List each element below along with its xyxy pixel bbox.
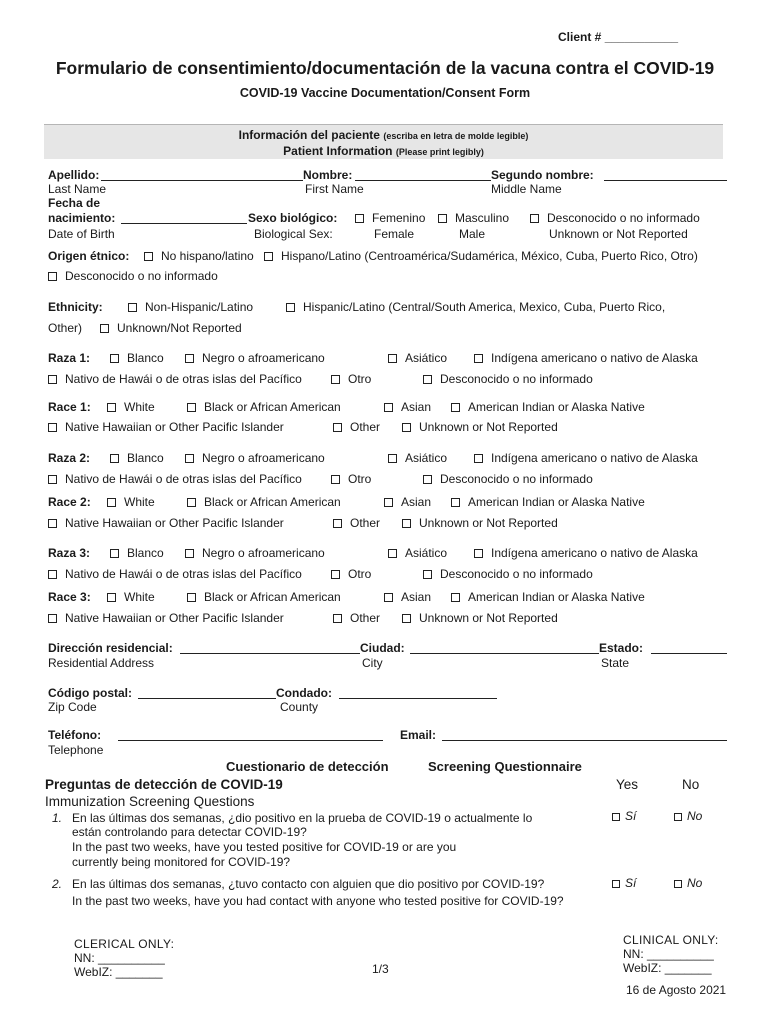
telephone-field[interactable] <box>118 740 383 741</box>
clerical-webiz: WebIZ: _______ <box>74 965 163 979</box>
first-name-field[interactable] <box>355 180 491 181</box>
race1-black[interactable]: Black or African American <box>187 401 341 413</box>
race3-hawaiian[interactable]: Native Hawaiian or Other Pacific Islander <box>48 612 284 624</box>
q1-en-line1: In the past two weeks, have you tested positive for COVID-19 or are you <box>72 840 457 854</box>
origen-opt3[interactable]: Desconocido o no informado <box>48 270 218 282</box>
raza3-desconocido[interactable]: Desconocido o no informado <box>423 568 593 580</box>
last-name-label: Last Name <box>48 182 107 196</box>
city-label: City <box>362 656 383 670</box>
masculino-checkbox[interactable] <box>438 214 447 223</box>
origen-opt1[interactable]: No hispano/latino <box>144 250 254 262</box>
q2-no-checkbox[interactable] <box>674 880 682 888</box>
origen-row <box>48 250 129 262</box>
codigo-postal-label: Código postal: <box>48 686 132 700</box>
race3-indian[interactable]: American Indian or Alaska Native <box>451 591 645 603</box>
estado-label: Estado: <box>599 641 644 655</box>
q2-no-option[interactable]: No <box>674 877 702 889</box>
unknown-sex-label: Unknown or Not Reported <box>549 227 688 241</box>
clinical-nn: NN: __________ <box>623 947 714 961</box>
no-column-header: No <box>682 777 700 792</box>
ethnicity-opt2[interactable]: Hispanic/Latino (Central/South America, Mexico, Cuba, Puerto Rico, <box>286 301 665 313</box>
race2-indian[interactable]: American Indian or Alaska Native <box>451 496 645 508</box>
q1-yes-option[interactable]: Sí <box>612 810 636 822</box>
raza2-label: Raza 2: <box>48 451 91 465</box>
fecha-label: Fecha de <box>48 196 101 210</box>
condado-label: Condado: <box>276 686 332 700</box>
nombre-label: Nombre: <box>303 168 353 182</box>
form-title: Formulario de consentimiento/documentación de la vacuna contra el COVID-19 <box>55 58 715 78</box>
immunization-heading: Immunization Screening Questions <box>45 794 255 809</box>
raza2-indigena[interactable]: Indígena americano o nativo de Alaska <box>474 452 698 464</box>
q1-no-checkbox[interactable] <box>674 813 682 821</box>
bio-sex-label: Biological Sex: <box>254 227 333 241</box>
telephone-label: Telephone <box>48 743 104 757</box>
raza3-hawai[interactable]: Nativo de Hawái o de otras islas del Pacífico <box>48 568 302 580</box>
raza1-indigena[interactable]: Indígena americano o nativo de Alaska <box>474 352 698 364</box>
last-name-field[interactable] <box>101 180 303 181</box>
non-hispanic-checkbox[interactable] <box>128 303 137 312</box>
clerical-only-label: CLERICAL ONLY: <box>74 937 175 951</box>
client-number-label: Client # ___________ <box>558 30 679 44</box>
ciudad-label: Ciudad: <box>360 641 405 655</box>
q2-en: In the past two weeks, have you had contact with anyone who tested positive for COVID-19? <box>72 894 564 908</box>
raza1-label: Raza 1: <box>48 351 91 365</box>
male-label: Male <box>459 227 486 241</box>
q1-yes-checkbox[interactable] <box>612 813 620 821</box>
race2-white[interactable]: White <box>107 496 155 508</box>
race1-label: Race 1: <box>48 400 91 414</box>
dob-field[interactable] <box>121 223 247 224</box>
middle-name-label: Middle Name <box>491 182 562 196</box>
raza2-blanco[interactable]: Blanco <box>110 452 164 464</box>
race1-other[interactable]: Other <box>333 421 380 433</box>
questionnaire-header-en: Screening Questionnaire <box>428 759 582 774</box>
ethnicity-opt1[interactable]: Non-Hispanic/Latino <box>128 301 253 313</box>
race2-hawaiian[interactable]: Native Hawaiian or Other Pacific Islander <box>48 517 284 529</box>
clinical-only-label: CLINICAL ONLY: <box>623 933 719 947</box>
first-name-label: First Name <box>305 182 364 196</box>
desconocido-sexo-checkbox[interactable] <box>530 214 539 223</box>
zip-code-label: Zip Code <box>48 700 97 714</box>
origen-label: Origen étnico: <box>48 249 130 263</box>
form-subtitle: COVID-19 Vaccine Documentation/Consent Form <box>239 86 531 100</box>
race3-black[interactable]: Black or African American <box>187 591 341 603</box>
nacimiento-label: nacimiento: <box>48 211 116 225</box>
race1-asian[interactable]: Asian <box>384 401 431 413</box>
raza2-asiatico[interactable]: Asiático <box>388 452 447 464</box>
race3-label: Race 3: <box>48 590 91 604</box>
masculino-option[interactable]: Masculino <box>438 212 509 224</box>
yes-column-header: Yes <box>616 777 639 792</box>
ethnicity-unknown-checkbox[interactable] <box>100 324 109 333</box>
direccion-label: Dirección residencial: <box>48 641 173 655</box>
female-label: Female <box>374 227 415 241</box>
patient-info-en: Patient Information (Please print legibly) <box>283 144 484 158</box>
race3-asian[interactable]: Asian <box>384 591 431 603</box>
race2-label: Race 2: <box>48 495 91 509</box>
raza3-indigena[interactable]: Indígena americano o nativo de Alaska <box>474 547 698 559</box>
raza1-desconocido[interactable]: Desconocido o no informado <box>423 373 593 385</box>
race1-white[interactable]: White <box>107 401 155 413</box>
county-field[interactable] <box>339 698 497 699</box>
zip-field[interactable] <box>138 698 276 699</box>
desconocido-sexo-option[interactable]: Desconocido o no informado <box>530 212 700 224</box>
race2-unknown[interactable]: Unknown or Not Reported <box>402 517 558 529</box>
raza1-hawai[interactable]: Nativo de Hawái o de otras islas del Pacífico <box>48 373 302 385</box>
race3-unknown[interactable]: Unknown or Not Reported <box>402 612 558 624</box>
raza3-negro[interactable]: Negro o afroamericano <box>185 547 325 559</box>
q1-es-line2: están controlando para detectar COVID-19? <box>72 825 307 839</box>
residential-address-label: Residential Address <box>48 656 155 670</box>
preguntas-heading: Preguntas de detección de COVID-19 <box>45 777 283 792</box>
femenino-option[interactable]: Femenino <box>355 212 425 224</box>
raza3-asiatico[interactable]: Asiático <box>388 547 447 559</box>
raza1-blanco[interactable]: Blanco <box>110 352 164 364</box>
raza3-blanco[interactable]: Blanco <box>110 547 164 559</box>
sexo-label: Sexo biológico: <box>248 211 338 225</box>
q2-number: 2. <box>52 877 63 891</box>
ethnicity-opt2-cont: Other) <box>48 321 83 335</box>
segundo-nombre-label: Segundo nombre: <box>491 168 594 182</box>
q1-en-line2: currently being monitored for COVID-19? <box>72 855 291 869</box>
q1-number: 1. <box>52 811 63 825</box>
hispano-checkbox[interactable] <box>264 252 273 261</box>
form-date: 16 de Agosto 2021 <box>626 983 727 997</box>
race2-other[interactable]: Other <box>333 517 380 529</box>
race1-unknown[interactable]: Unknown or Not Reported <box>402 421 558 433</box>
no-hispano-checkbox[interactable] <box>144 252 153 261</box>
q2-yes-checkbox[interactable] <box>612 880 620 888</box>
race3-white[interactable]: White <box>107 591 155 603</box>
hispanic-checkbox[interactable] <box>286 303 295 312</box>
q1-no-option[interactable]: No <box>674 810 702 822</box>
email-field[interactable] <box>442 740 727 741</box>
clinical-webiz: WebIZ: _______ <box>623 961 712 975</box>
origen-desconocido-checkbox[interactable] <box>48 272 57 281</box>
race2-asian[interactable]: Asian <box>384 496 431 508</box>
raza2-negro[interactable]: Negro o afroamericano <box>185 452 325 464</box>
q2-yes-option[interactable]: Sí <box>612 877 636 889</box>
q1-es-line1: En las últimas dos semanas, ¿dio positivo en la prueba de COVID-19 o actualmente lo <box>72 811 533 825</box>
raza2-otro[interactable]: Otro <box>331 473 371 485</box>
race3-other[interactable]: Other <box>333 612 380 624</box>
ethnicity-opt3[interactable]: Unknown/Not Reported <box>100 322 242 334</box>
city-field[interactable] <box>410 653 599 654</box>
ethnicity-label: Ethnicity: <box>48 300 103 314</box>
raza1-asiatico[interactable]: Asiático <box>388 352 447 364</box>
questionnaire-header-es: Cuestionario de detección <box>226 759 389 774</box>
middle-name-field[interactable] <box>604 180 727 181</box>
telefono-label: Teléfono: <box>48 728 102 742</box>
origen-opt2[interactable]: Hispano/Latino (Centroamérica/Sudamérica, México, Cuba, Puerto Rico, Otro) <box>264 250 698 262</box>
page-number: 1/3 <box>372 962 389 976</box>
raza2-desconocido[interactable]: Desconocido o no informado <box>423 473 593 485</box>
raza3-label: Raza 3: <box>48 546 91 560</box>
patient-info-es: Información del paciente (escriba en letra de molde legible) <box>238 128 529 142</box>
dob-label: Date of Birth <box>48 227 115 241</box>
race1-indian[interactable]: American Indian or Alaska Native <box>451 401 645 413</box>
q2-es: En las últimas dos semanas, ¿tuvo contacto con alguien que dio positivo por COVID-19? <box>72 877 545 891</box>
state-field[interactable] <box>651 653 727 654</box>
county-label: County <box>280 700 319 714</box>
race1-hawaiian[interactable]: Native Hawaiian or Other Pacific Islander <box>48 421 284 433</box>
raza2-hawai[interactable]: Nativo de Hawái o de otras islas del Pacífico <box>48 473 302 485</box>
clerical-nn: NN: __________ <box>74 951 165 965</box>
email-label: Email: <box>400 728 437 742</box>
apellido-label: Apellido: <box>48 168 100 182</box>
raza3-otro[interactable]: Otro <box>331 568 371 580</box>
femenino-checkbox[interactable] <box>355 214 364 223</box>
state-label: State <box>601 656 630 670</box>
raza1-otro[interactable]: Otro <box>331 373 371 385</box>
race2-black[interactable]: Black or African American <box>187 496 341 508</box>
raza1-negro[interactable]: Negro o afroamericano <box>185 352 325 364</box>
address-field[interactable] <box>180 653 360 654</box>
